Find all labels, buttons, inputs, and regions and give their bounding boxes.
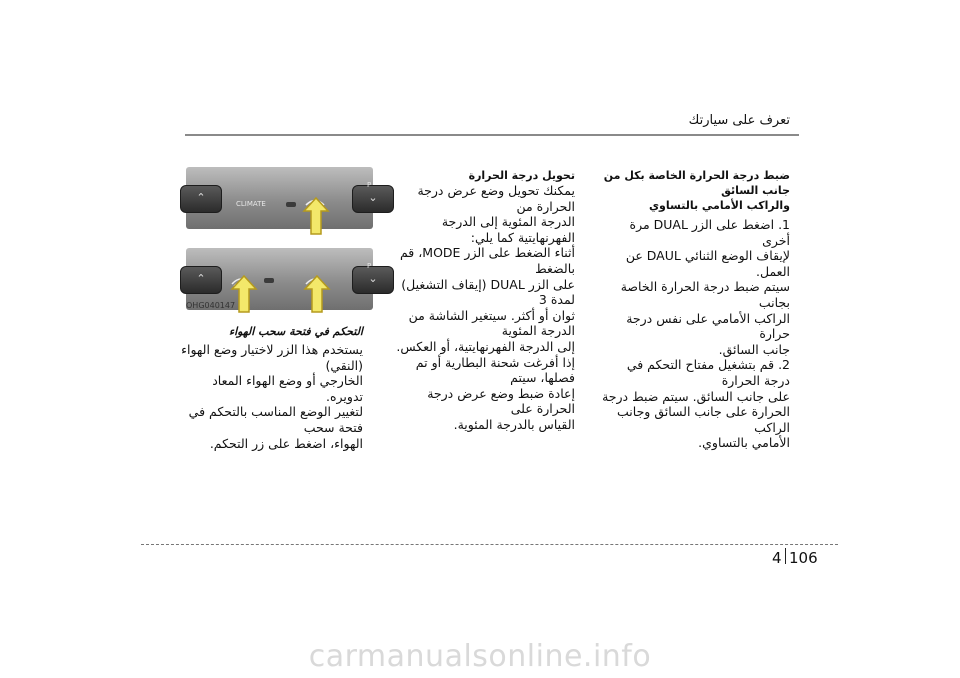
step-text: الحرارة على جانب السائق وجانب الراكب: [617, 404, 790, 435]
header-rule: [185, 134, 799, 136]
paragraph-line: إلى الدرجة الفهرنهايتية، أو العكس.: [396, 338, 575, 354]
right-knob: ⌄: [352, 266, 394, 294]
chapter-number: 4: [772, 549, 782, 567]
arrow-indicator-icon: [303, 197, 329, 235]
paragraph-line: يستخدم هذا الزر لاختيار وضع الهواء (النقي): [181, 342, 363, 373]
section-heading: تحويل درجة الحرارة: [468, 169, 575, 182]
indicator-led: [286, 202, 296, 207]
step-number: 2.: [778, 357, 790, 373]
step-text: الأمامي بالتساوي.: [698, 435, 790, 451]
paragraph-line: القياس بالدرجة المئوية.: [453, 416, 575, 432]
section-dual-temperature: [600, 168, 790, 451]
section-air-intake-control: [173, 324, 363, 451]
section-heading: التحكم في فتحة سحب الهواء: [228, 325, 363, 338]
paragraph-line: إذا أفرغت شحنة البطارية أو تم فصلها، سيتم: [415, 354, 575, 386]
step-text: اضغط على الزر DUAL مرة أخرى: [629, 217, 790, 248]
figure-code: OHG040147: [186, 301, 236, 310]
step-text: قم بتشغيل مفتاح التحكم في درجة الحرارة: [626, 357, 790, 388]
side-label: P: [367, 262, 372, 270]
step-text: الراكب الأمامي على نفس درجة حرارة: [626, 310, 790, 342]
header-title: تعرف على سيارتك: [688, 113, 790, 128]
step-item-2: [600, 357, 790, 451]
arrow-indicator-icon: [304, 275, 330, 313]
left-knob: ⌃: [180, 266, 222, 294]
step-text: جانب السائق.: [718, 341, 790, 357]
paragraph-line: على الزر DUAL (إيقاف التشغيل) لمدة 3: [401, 276, 575, 308]
page-number: 106: [789, 549, 818, 567]
climate-panel-figure: [186, 167, 378, 312]
step-text: على جانب السائق. سيتم ضبط درجة: [602, 388, 790, 404]
paragraph-line: لتغيير الوضع المناسب بالتحكم في فتحة سحب: [188, 404, 363, 435]
paragraph-line: الخارجي أو وضع الهواء المعاد تدويره.: [212, 373, 363, 404]
paragraph-line: إعادة ضبط وضع عرض درجة الحرارة على: [427, 385, 575, 417]
step-number: 1.: [778, 217, 790, 232]
step-text: سيتم ضبط درجة الحرارة الخاصة بجانب: [620, 279, 790, 310]
watermark: carmanualsonline.info: [308, 639, 652, 674]
climate-panel-top: [186, 167, 378, 229]
left-knob: ⌃: [180, 185, 222, 213]
paragraph-line: يمكنك تحويل وضع عرض درجة الحرارة من: [417, 183, 575, 214]
paragraph-line: الهواء، اضغط على زر التحكم.: [209, 435, 363, 451]
step-item-1: [600, 217, 790, 357]
paragraph-line: الدرجة المئوية إلى الدرجة الفهرنهايتية كما يلي:: [441, 214, 575, 245]
indicator-led: [264, 278, 274, 283]
climate-label: CLIMATE: [236, 200, 266, 208]
side-label: P: [367, 181, 372, 189]
footer-rule: [141, 544, 838, 545]
section-heading: ضبط درجة الحرارة الخاصة بكل من جانب السائق: [603, 169, 790, 197]
section-heading-line-2: والراكب الأمامي بالتساوي: [648, 199, 790, 212]
right-knob: ⌄: [352, 185, 394, 213]
paragraph-line: ثوان أو أكثر. سيتغير الشاشة من الدرجة المئوية: [408, 307, 575, 339]
step-text: لإيقاف الوضع الثنائي DAUL عن العمل.: [625, 248, 790, 279]
section-temperature-conversion: [385, 168, 575, 433]
footer-separator: [785, 548, 786, 564]
paragraph-line: أثناء الضغط على الزر MODE، قم بالضغط: [399, 245, 575, 276]
